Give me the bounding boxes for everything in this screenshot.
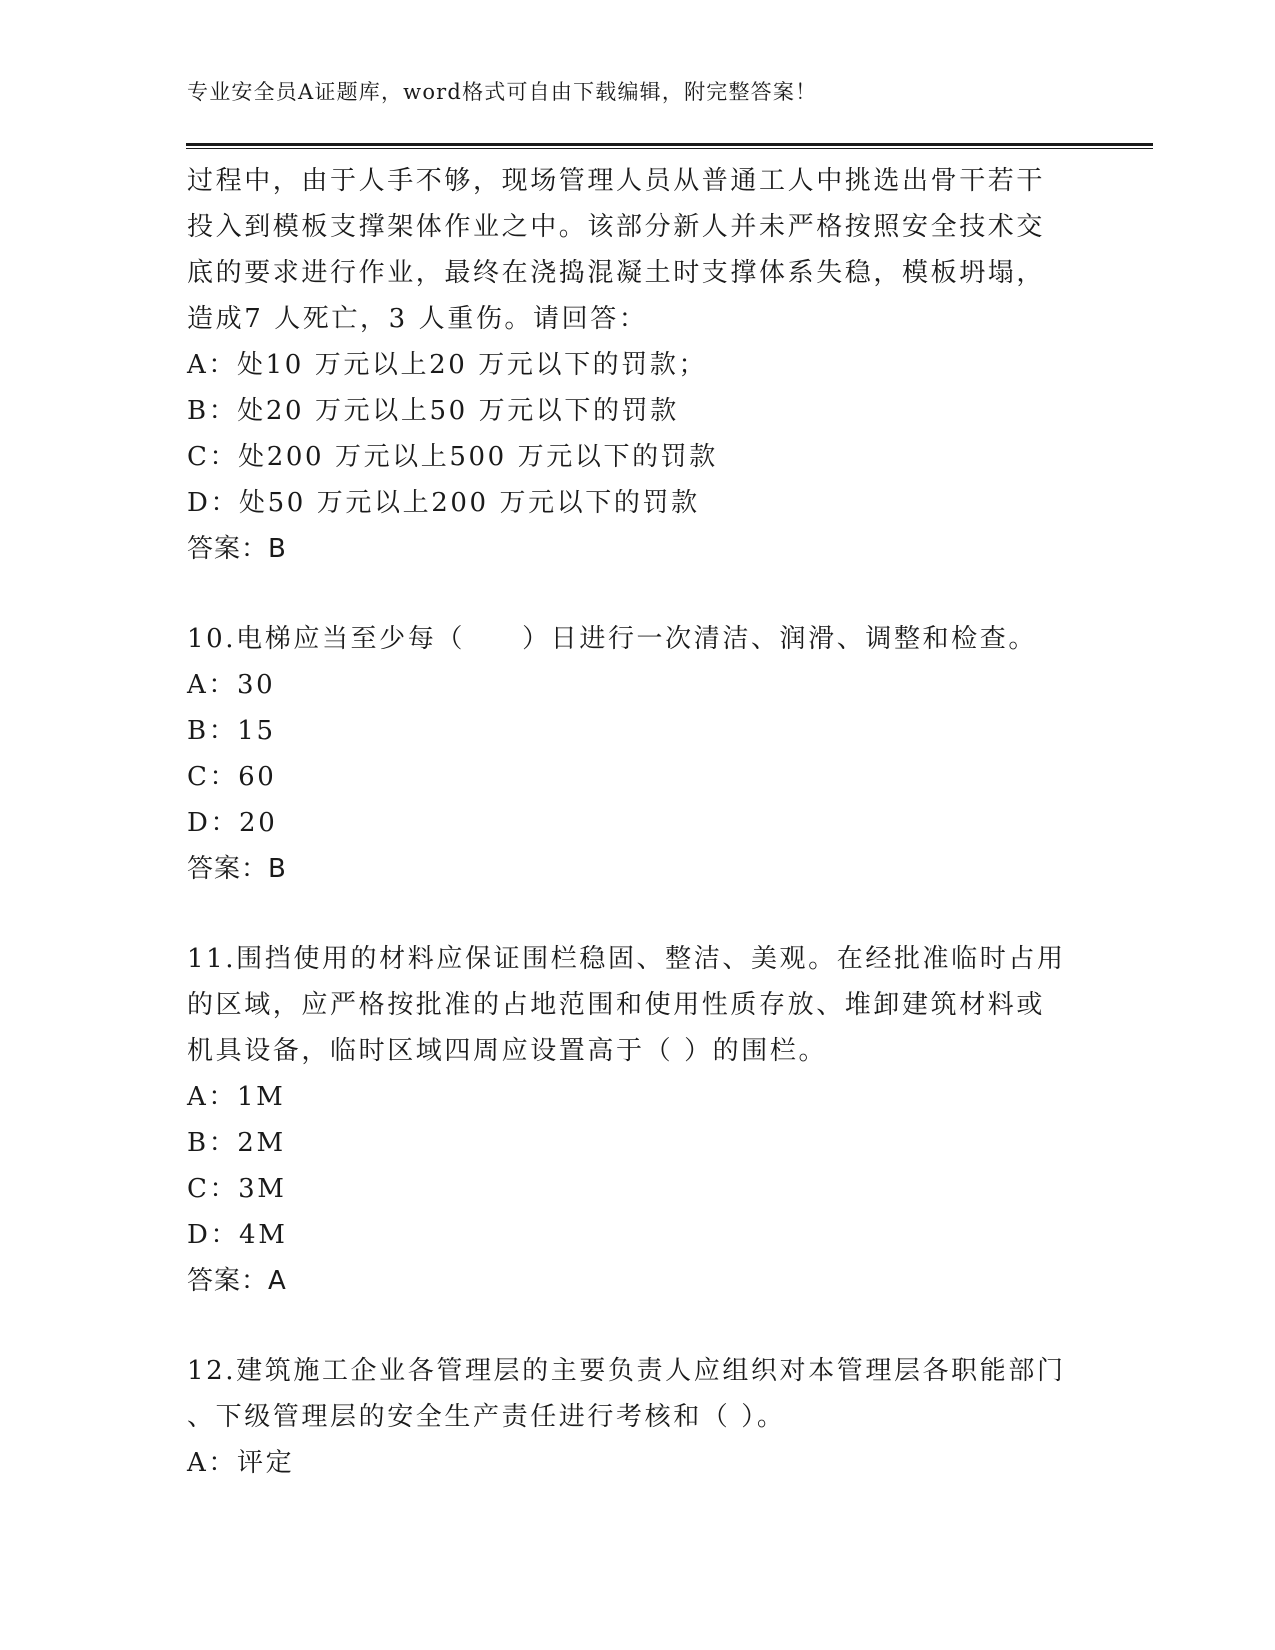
question-stem-line: 机具设备，临时区域四周应设置高于（ ）的围栏。 [187,1036,828,1066]
question-block [187,936,1087,1304]
question-stem-line: 的区域，应严格按批准的占地范围和使用性质存放、堆卸建筑材料或 [187,990,1046,1020]
answer-option: D：4M [187,1220,288,1250]
answer-key: 答案：B [187,854,287,884]
question-block [187,1348,1087,1486]
question-stem-line: 11.围挡使用的材料应保证围栏稳固、整洁、美观。在经批准临时占用 [187,944,1066,974]
header-rule-thin [186,148,1153,149]
answer-option: B：15 [187,716,276,746]
answer-option: C：60 [187,762,277,792]
answer-option: B：处20 万元以上50 万元以下的罚款 [187,396,679,426]
question-block [187,616,1087,892]
answer-option: A：30 [187,670,276,700]
header-rule-thick [186,143,1153,146]
question-stem-line: 12.建筑施工企业各管理层的主要负责人应组织对本管理层各职能部门 [187,1356,1066,1386]
question-stem-line: 投入到模板支撑架体作业之中。该部分新人并未严格按照安全技术交 [187,212,1046,242]
answer-option: C：3M [187,1174,287,1204]
block-spacer [187,572,1087,616]
answer-option: A：评定 [187,1448,295,1478]
answer-option: A：1M [187,1082,286,1112]
question-stem-line: 10.电梯应当至少每（ ）日进行一次清洁、润滑、调整和检查。 [187,624,1037,654]
page-header: 专业安全员A证题库，word格式可自由下载编辑，附完整答案！ [187,80,818,104]
answer-option: D：处50 万元以上200 万元以下的罚款 [187,488,700,518]
answer-option: C：处200 万元以上500 万元以下的罚款 [187,442,718,472]
answer-key: 答案：A [187,1266,287,1296]
question-list [187,158,1087,1486]
answer-option: A：处10 万元以上20 万元以下的罚款； [187,350,708,380]
answer-option: B：2M [187,1128,286,1158]
question-block [187,158,1087,572]
question-stem-line: 造成7 人死亡，3 人重伤。请回答： [187,304,648,334]
answer-key: 答案：B [187,534,287,564]
block-spacer [187,892,1087,936]
question-stem-line: 、下级管理层的安全生产责任进行考核和（ ）。 [187,1402,786,1432]
answer-option: D：20 [187,808,278,838]
question-stem-line: 底的要求进行作业，最终在浇捣混凝土时支撑体系失稳，模板坍塌， [187,258,1046,288]
question-stem-line: 过程中，由于人手不够，现场管理人员从普通工人中挑选出骨干若干 [187,166,1046,196]
block-spacer [187,1304,1087,1348]
